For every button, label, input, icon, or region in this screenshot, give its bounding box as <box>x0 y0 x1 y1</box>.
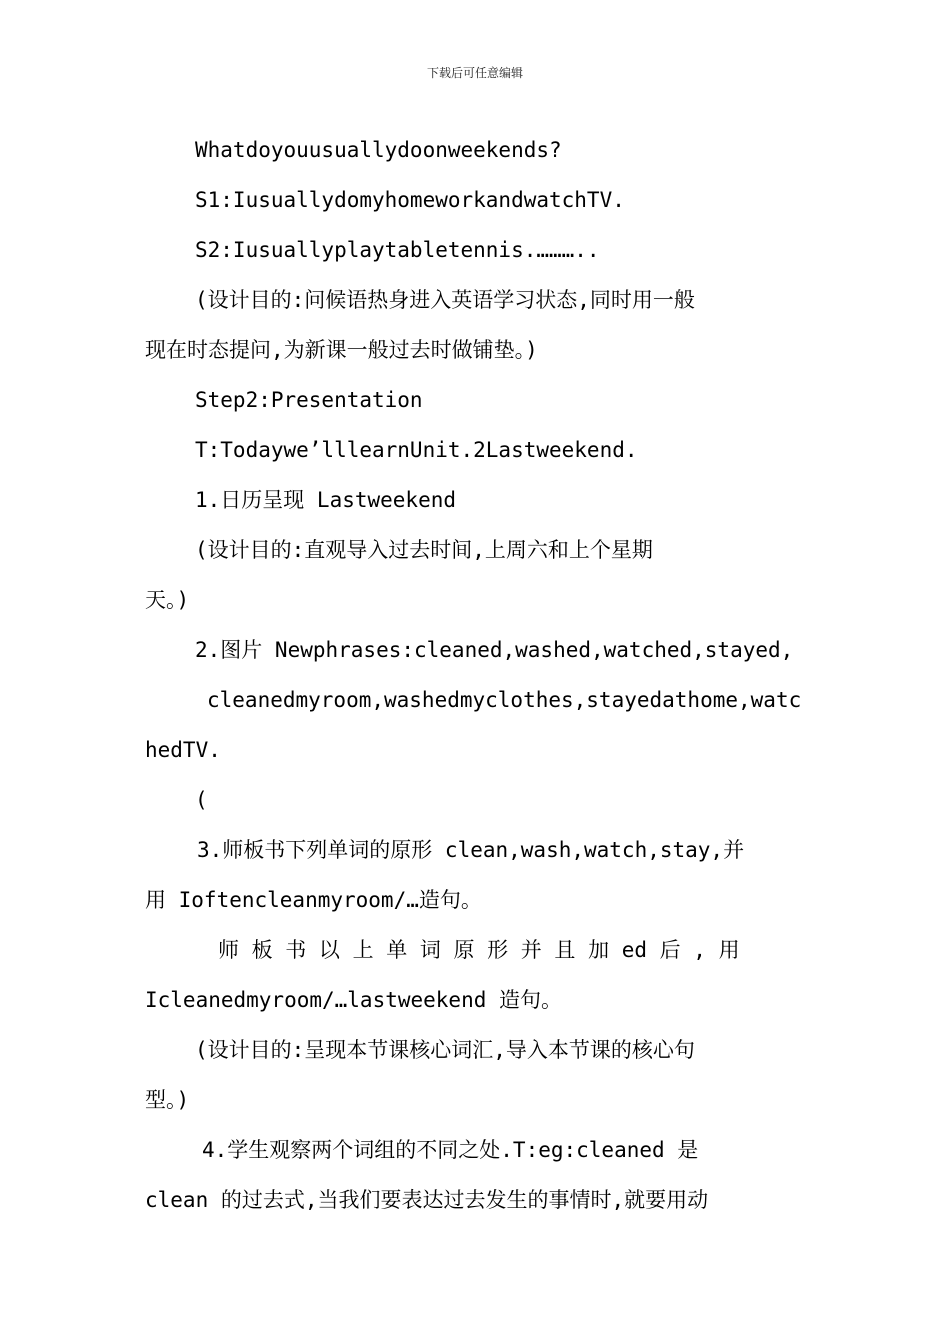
text-line: (设计目的:直观导入过去时间,上周六和上个星期 <box>195 538 653 562</box>
text-line: 天。) <box>145 588 190 612</box>
page-header: 下载后可任意编辑 <box>426 66 523 80</box>
text-line: (设计目的:问候语热身进入英语学习状态,同时用一般 <box>195 288 695 312</box>
text-line: clean 的过去式,当我们要表达过去发生的事情时,就要用动 <box>145 1188 709 1212</box>
text-line: 现在时态提问,为新课一般过去时做铺垫。) <box>145 338 538 362</box>
text-line: 2.图片 Newphrases:cleaned,washed,watched,stayed, <box>195 638 794 662</box>
text-line: (设计目的:呈现本节课核心词汇,导入本节课的核心句 <box>195 1038 695 1062</box>
text-line: ( <box>195 788 208 812</box>
document-body <box>145 125 807 1225</box>
text-line: cleanedmyroom,washedmyclothes,stayedathome,watc <box>207 688 802 712</box>
text-line: S1:IusuallydomyhomeworkandwatchTV. <box>195 188 625 212</box>
text-line: 4.学生观察两个词组的不同之处.T:eg:cleaned 是 <box>202 1138 699 1162</box>
text-line: 1.日历呈现 Lastweekend <box>195 488 457 512</box>
text-line: Icleanedmyroom/…lastweekend 造句。 <box>145 988 563 1012</box>
text-line: 型。) <box>145 1088 190 1112</box>
text-line: Step2:Presentation <box>195 388 423 412</box>
text-line: T:Todaywe’lllearnUnit.2Lastweekend. <box>195 438 638 462</box>
text-line: 师 板 书 以 上 单 词 原 形 并 且 加 ed 后 , 用 <box>218 938 740 962</box>
text-line: 3.师板书下列单词的原形 clean,wash,watch,stay,并 <box>197 838 745 862</box>
text-line: hedTV. <box>145 738 221 762</box>
text-line: S2:Iusuallyplaytabletennis.……….. <box>195 238 600 262</box>
text-line: 用 Ioftencleanmyroom/…造句。 <box>145 888 482 912</box>
text-line: Whatdoyouusuallydoonweekends? <box>195 138 562 162</box>
